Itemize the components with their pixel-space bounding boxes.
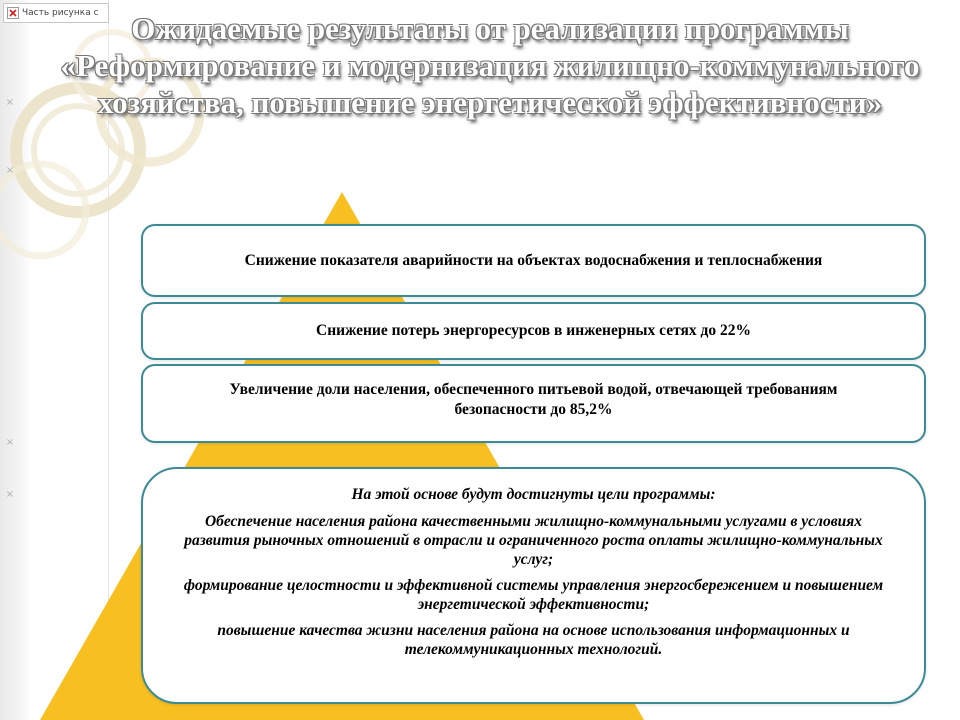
side-marker-icon: × <box>5 437 15 448</box>
goal-item: формирование целостности и эффективной системы управления энергосбережением и повышением энергетической эффективности; <box>183 577 884 613</box>
goal-item: повышение качества жизни населения района на основе использования информационных и телекоммуникационных технологий. <box>217 622 850 658</box>
side-marker-icon: × <box>5 489 15 500</box>
broken-image-alt-text: Часть рисунка с <box>22 8 99 18</box>
broken-image-placeholder <box>3 3 109 23</box>
slide-title: Ожидаемые результаты от реализации программы «Реформирование и модернизация жилищно-коммунального хозяйства, повышение энергетической эффективности» <box>60 11 920 120</box>
side-marker-icon: × <box>5 97 15 108</box>
broken-image-icon <box>7 7 19 19</box>
goals-heading: На этой основе будут достигнуты цели программы: <box>351 486 716 503</box>
result-text: Снижение показателя аварийности на объектах водоснабжения и теплоснабжения <box>244 251 823 269</box>
result-text: Увеличение доли населения, обеспеченного питьевой водой, отвечающей требованиям безопасности до 85,2% <box>229 380 838 418</box>
result-box-energy-losses <box>141 302 926 360</box>
result-box-accident-rate <box>141 224 926 297</box>
result-text: Снижение потерь энергоресурсов в инженерных сетях до 22% <box>316 322 751 339</box>
result-box-drinking-water <box>141 364 926 443</box>
goal-item: Обеспечение населения района качественными жилищно-коммунальными услугами в условиях развития рыночных отношений в отрасли и ограниченного роста оплаты жилищно-коммунальных услуг; <box>184 513 883 568</box>
goals-box <box>141 467 926 704</box>
side-marker-icon: × <box>5 165 15 176</box>
